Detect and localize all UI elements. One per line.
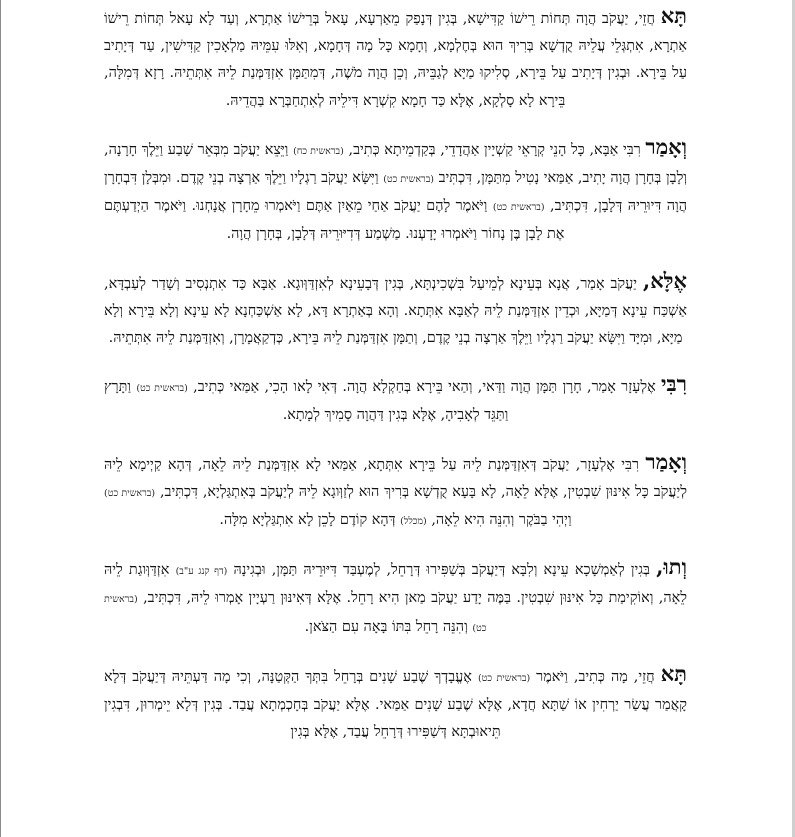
paragraph-text: וְהִנֵּה רָחֵל בִּתּוֹ בָּאָה עִם הַצֹּאן. bbox=[304, 618, 468, 635]
document-page bbox=[104, 2, 687, 764]
source-citation: (בראשית כט) bbox=[104, 594, 487, 634]
page-left-border bbox=[0, 0, 1, 837]
paragraph-text: יַעֲקֹב אָמַר, אֲנָא בְּעֵינָא לְמֵיעַל בִּשְׁכִינְתָּא, בְּגִין דְּבָעֵינָא לְאִזְדַּוְּוגָא. אַבָּא כַּד אִתְנְסִיב וְשָׁדַר לְעַבְדָּא, אַשְׁכַּח עֵינָא דְּמַיָּא, וּכְדֵין אִזְדַּמְּנַת לֵיהּ לְאַבָּא אִתְּתָא. וְהָא בְּאַתְרָא דָּא, לָא אַשְׁכַּחְנָא לָא עֵינָא וְלָא בֵּירָא וְלָא מַיָּא, וּמִיָּד וַיִּשָּׂא יַעֲקֹב רַגְלָיו וַיֵּלֶךְ אַרְצָה בְנֵי קֶדֶם, וְתַמָּן אִזְדַּמְּנַת לֵיהּ בֵּירָא, כְּדְקַאֲמָרָן, וְאִזְדַּמְּנַת לֵיהּ אִתְּתֵיהּ. bbox=[104, 275, 687, 347]
source-citation: (בראשית כט) bbox=[383, 174, 434, 186]
paragraph-text: חֲזֵי, יַעֲקֹב הֲוָה תְּחוֹת רֵישׁוֹ קַדִּישָׁא, בְּגִין דְּנָפַק מֵאַרְעָא, עָאל בְּרֵישׁוֹ אַתְרָא, וְעַד לָא עָאל תְּחוֹת רֵישׁוֹ אַתְרָא, אִתְגְּלֵי עֲלֵיהּ קֻדְשָׁא בְּרִיךְ הוּא בְּחֶלְמָא, וְחָמָא כָּל מָה דְּחָמָא, וְאִלּוּ עִמֵּיהּ מַלְאָכִין קַדִּישִׁין, עַד דְּיָתִיב עַל בֵּירָא. וּבְגִין דְּיָתִיב עַל בֵּירָא, סְלִיקוּ מַיָּא לְגַבֵּיהּ, וְכֵן הֲוָה מֹשֶׁה, דְּמִתַּמָּן אִזְדַּמְּנַת לֵיהּ אִתְּתֵיהּ. רָזָא דְּמִלָּה, בֵּירָא לָא סָלְקָא, אֶלָּא כַּד חָמָא קִשְׁרָא דִּילֵיהּ לְאִתְחַבְּרָא בַּהֲדֵיהּ. bbox=[104, 11, 687, 109]
paragraph bbox=[104, 133, 687, 249]
paragraph-text: וַיֹּאמֶר לָהֶם יַעֲקֹב אַחַי מֵאַיִן אַתֶּם וַיֹּאמְרוּ מֵחָרָן אֲנָחְנוּ. וַיֹּאמֶר הַיְדַעְתֶּם אֶת לָבָן בֶּן נָחוֹר וַיֹּאמְרוּ יָדָעְנוּ. מַשְׁמַע דְּדִיּוּרֵיהּ דְּלָבָן, בְּחָרָן הֲוָה. bbox=[104, 198, 565, 243]
source-citation: (מכלל) bbox=[400, 516, 427, 528]
paragraph-text: אֶלְעָזָר אָמַר, חָרָן תַּמָּן הֲוָה וַדַּאי, וְהַאי בֵּירָא בְּחַקְלָא הֲוָה. דְּאִי לָאו הָכִי, אַמַּאי כְּתִיב, bbox=[193, 379, 656, 396]
folio-marker: (דף קנג ע"ב) bbox=[175, 566, 228, 578]
paragraph-text: וַיֵּצֵא יַעֲקֹב מִבְּאֵר שָׁבַע וַיֵּלֶךְ חָרָנָה, וְלָבָן בְּחָרָן הֲוָה יָתִיב, אַמַּאי נָטִיל מִתַּמָּן, דִּכְתִּיב bbox=[104, 141, 687, 187]
source-citation: (בראשית כט) bbox=[477, 672, 531, 684]
paragraph bbox=[104, 660, 687, 747]
source-citation: (בראשית כח) bbox=[293, 145, 344, 157]
paragraph-text: רִבִּי אֶלְעָזָר, יַעֲקֹב דְּאִזְדַּמְּנַת לֵיהּ עַל בֵּירָא אִתְּתָא, אַמַּאי לָא אִזְדַּמְּנַת לֵיהּ לֵאָה, דְּהָא קַיְימָא לֵיהּ לְיַעֲקֹב כָּל אִינּוּן שִׁבְטִין, אֶלָּא לֵאָה, לָא בָּעָא קֻדְשָׁא בְּרִיךְ הוּא לְזַוְּוגָא לֵיהּ לְיַעֲקֹב בְּאִתְגַּלְיָא, דִּכְתִּיב, bbox=[104, 456, 687, 500]
paragraph-opening-word: וְאָמַר bbox=[645, 133, 688, 159]
paragraph bbox=[104, 370, 687, 429]
paragraph bbox=[104, 553, 687, 642]
paragraph-opening-word: אֶלָּא, bbox=[642, 267, 687, 293]
paragraph-text: וַיִּשָּׂא יַעֲקֹב רַגְלָיו וַיֵּלֶךְ אַרְצָה בְנֵי קֶדֶם. וּמִבְּלָן דִּבְחָרָן הֲוָה דִּיוּרֵיהּ דְּלָבָן, דִּכְתִּיב, bbox=[104, 170, 688, 215]
source-citation: (בראשית כט) bbox=[492, 202, 545, 214]
paragraph-text: אִזְדַּוְּוגַת לֵיהּ לֵאָה, וְאוֹקִימַת כָּל אִינּוּן שִׁבְטִין. בַּמֶּה יָדַע יַעֲקֹב מַאן הִיא רָחֵל. אֶלָּא דְּאִינּוּן רַעְיָין אָמְרוּ לֵיהּ, דִּכְתִּיב, bbox=[104, 562, 688, 607]
paragraph-text: חֲזֵי, מָה כְּתִיב, וַיֹּאמֶר bbox=[536, 668, 655, 685]
paragraph-opening-word: תָּא bbox=[660, 660, 687, 686]
paragraph-text: דְּהָא קוֹדֶם לָכֵן לָא אִתְגַּלְיָא מִלָּה. bbox=[219, 512, 396, 529]
paragraph-opening-word: וְתוּ, bbox=[656, 554, 687, 580]
paragraph-text: וַיְהִי בַבֹּקֶר וְהִנֵּה הִיא לֵאָה, bbox=[431, 512, 572, 529]
paragraph bbox=[104, 267, 687, 353]
paragraph-text: וַתָּרָץ וַתַּגֵּד לְאָבִיהָ, אֶלָּא בְּגִין דַּהֲוָה סָמִיךְ לְמָתָא. bbox=[104, 379, 509, 424]
paragraph-opening-word: רִבִּי bbox=[661, 371, 687, 397]
paragraph-text: רִבִּי אַבָּא, כָּל הָנֵי קְרָאֵי קַשְׁיָין אַהֲדָדֵי, בְּקַדְמֵיתָא כְּתִיב, bbox=[348, 141, 641, 158]
paragraph-text: בְּגִין לְאַמְשָׁכָא עֵינָא וְלִבָּא דְּיַעֲקֹב בְּשַׁפִּירוּ דְּרָחֵל, לְמֶעְבַּד דִּיּוּרֵיהּ תַּמָּן, וּבְגִינָהּ bbox=[233, 562, 650, 579]
paragraph-text: אֶעֱבָדְךָ שֶׁבַע שָׁנִים בְּרָחֵל בִּתְּךָ הַקְּטַנָּה, וְכִי מָה דַּעְתֵּיהּ דְּיַעֲקֹב דְּלָא קָאֲמַר עֲשַׂר יַרְחִין אוֹ שַׁתָּא חֲדָא, אֶלָּא שֶׁבַע שָׁנִים אַמַּאי. אֶלָּא יַעֲקֹב בְּחָכְמְתָא עֲבַד. בְּגִין דְּלָא יֵימְרוּן, דִּבְגִין תֵּיאוּבְתָּא דְּשַׁפִּירוּ דְּרָחֵל עֲבַד, אֶלָּא בְּגִין bbox=[104, 668, 687, 741]
paragraph-opening-word: תָּא bbox=[660, 3, 687, 28]
paragraph bbox=[104, 2, 687, 115]
source-citation: (בראשית כט) bbox=[104, 487, 156, 499]
source-citation: (בראשית כט) bbox=[136, 383, 188, 395]
paragraph bbox=[104, 448, 687, 536]
paragraph-opening-word: וְאָמַר bbox=[645, 448, 688, 474]
